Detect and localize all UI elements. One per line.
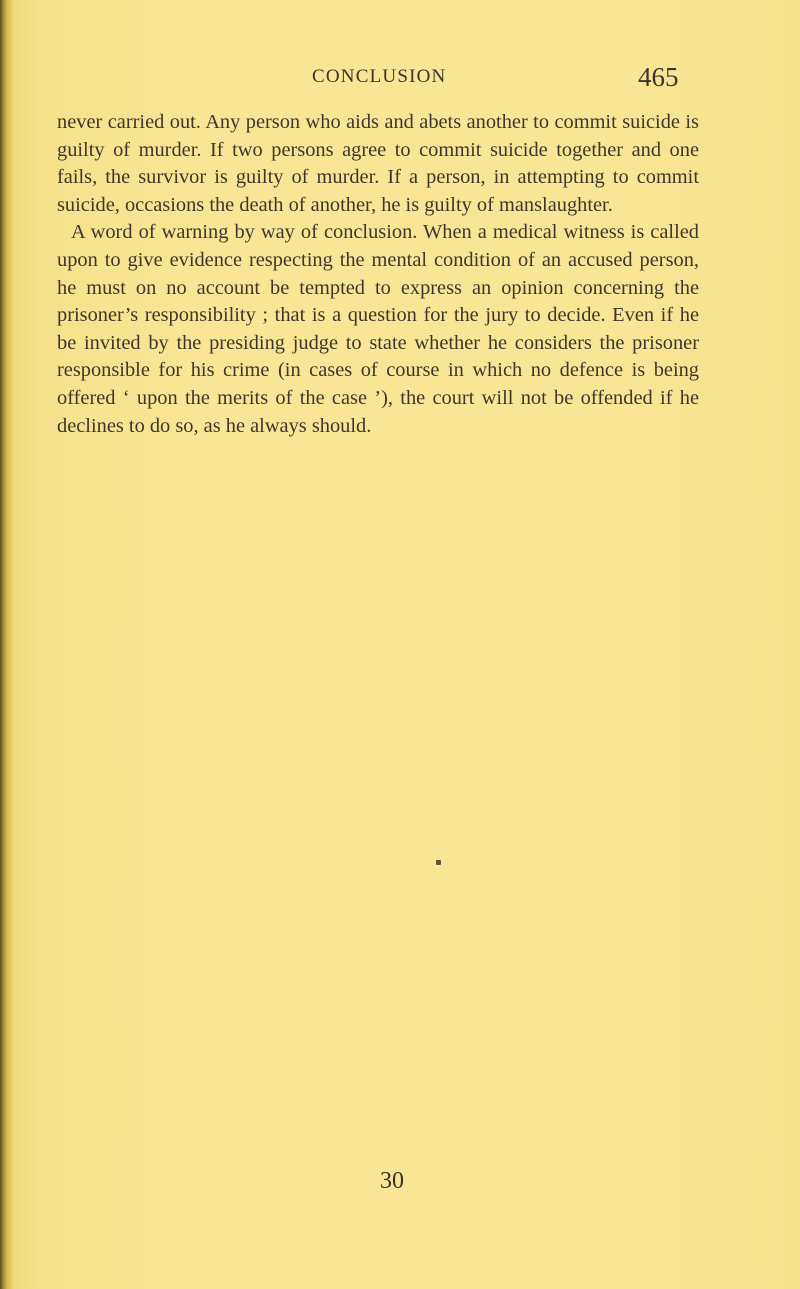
- page-number: 465: [638, 62, 679, 92]
- signature-mark: 30: [380, 1168, 404, 1194]
- binding-edge: [0, 0, 14, 1289]
- paragraph-continued: never carried out. Any person who aids and abets another to commit suicide is guilty of murder. If two persons agree to commit suicide together and one fails, the survivor is guilty of murder. If a person, in attempting to commit suicide, occasions the death of another, he is guilty of manslaughter.: [57, 111, 699, 216]
- running-title: CONCLUSION: [312, 66, 447, 87]
- running-head: [0, 62, 800, 102]
- ink-speck: [436, 860, 441, 865]
- paragraph-warning: A word of warning by way of conclusion. When a medical witness is called upon to give evidence respecting the mental condition of an accused person, he must on no account be tempted to express an opinion concerning the prisoner’s responsibility ; that is a question for the jury to decide. Even if he be invited by the presiding judge to state whether he considers the prisoner responsible for his crime (in cases of course in which no defence is being offered ‘ upon the merits of the case ’), the court will not be offended if he declines to do so, as he always should.: [57, 221, 699, 437]
- body-text: [57, 109, 699, 440]
